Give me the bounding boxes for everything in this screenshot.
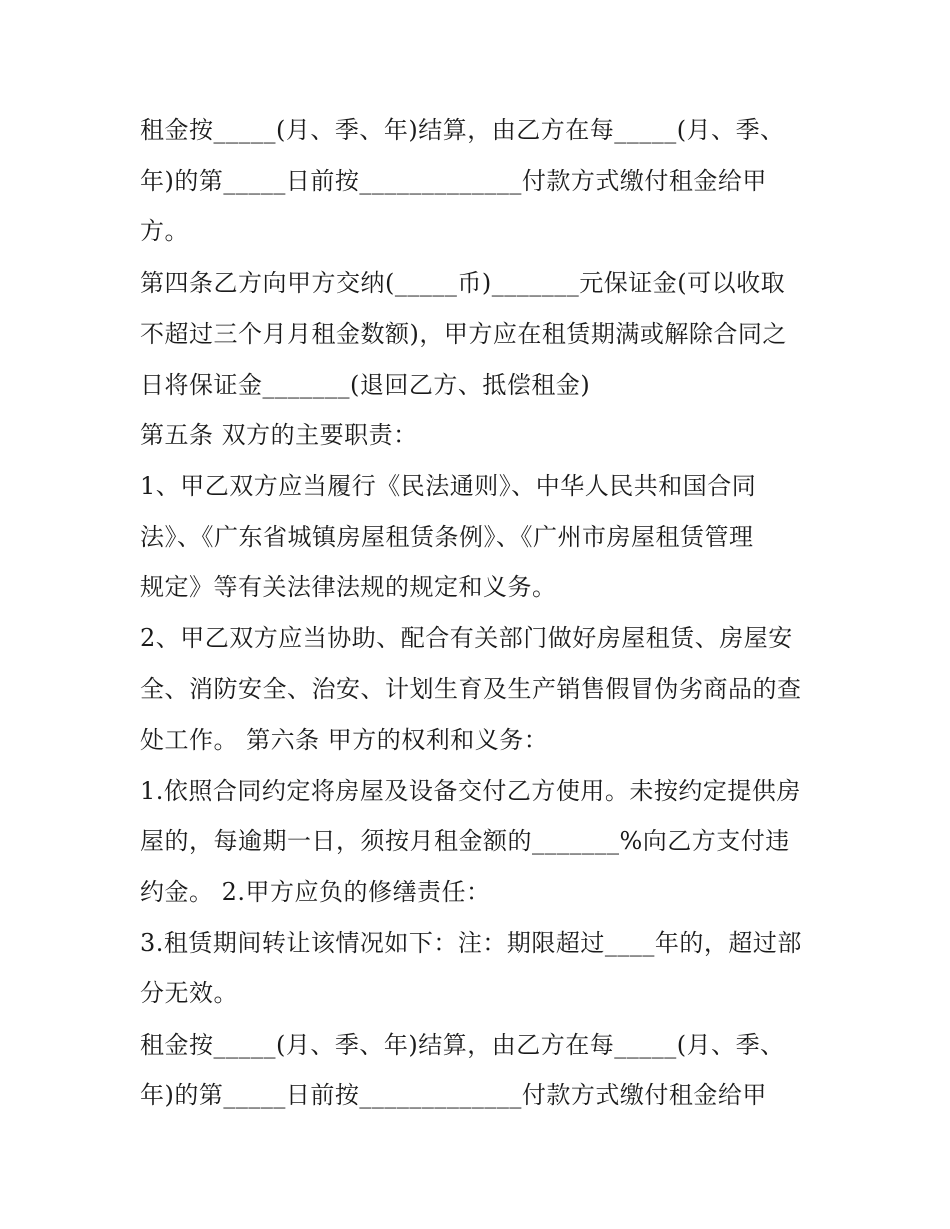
- text-line: 分无效。: [140, 979, 238, 1007]
- text-line: 第四条乙方向甲方交纳(_____币)_______元保证金(可以收取: [140, 269, 786, 297]
- text-line: 规定》等有关法律法规的规定和义务。: [140, 573, 557, 601]
- text-line: 1、甲乙双方应当履行《民法通则》、中华人民共和国合同: [140, 472, 757, 500]
- text-line: 处工作。 第六条 甲方的权利和义务：: [140, 726, 549, 754]
- text-line: 不超过三个月月租金数额)，甲方应在租赁期满或解除合同之: [140, 320, 787, 348]
- text-line: 日将保证金_______(退回乙方、抵偿租金): [140, 371, 591, 399]
- text-line: 年)的第_____日前按_____________付款方式缴付租金给甲: [140, 1081, 767, 1109]
- text-line: 2、甲乙双方应当协助、配合有关部门做好房屋租赁、房屋安: [140, 624, 793, 652]
- text-line: 租金按_____(月、季、年)结算，由乙方在每_____(月、季、: [140, 1031, 785, 1059]
- text-line: 屋的，每逾期一日，须按月租金额的_______%向乙方支付违: [140, 827, 790, 855]
- text-line: 1.依照合同约定将房屋及设备交付乙方使用。未按约定提供房: [140, 777, 801, 805]
- text-line: 年)的第_____日前按_____________付款方式缴付租金给甲: [140, 167, 767, 195]
- text-line: 约金。 2.甲方应负的修缮责任：: [140, 878, 491, 906]
- text-line: 法》、《广东省城镇房屋租赁条例》、《广州市房屋租赁管理: [140, 523, 754, 551]
- text-line: 3.租赁期间转让该情况如下：注：期限超过____年的，超过部: [140, 929, 802, 957]
- text-line: 租金按_____(月、季、年)结算，由乙方在每_____(月、季、: [140, 116, 785, 144]
- text-line: 全、消防安全、治安、计划生育及生产销售假冒伪劣商品的查: [140, 675, 802, 703]
- section-heading: 第五条 双方的主要职责：: [140, 421, 418, 449]
- text-line: 方。: [140, 217, 189, 245]
